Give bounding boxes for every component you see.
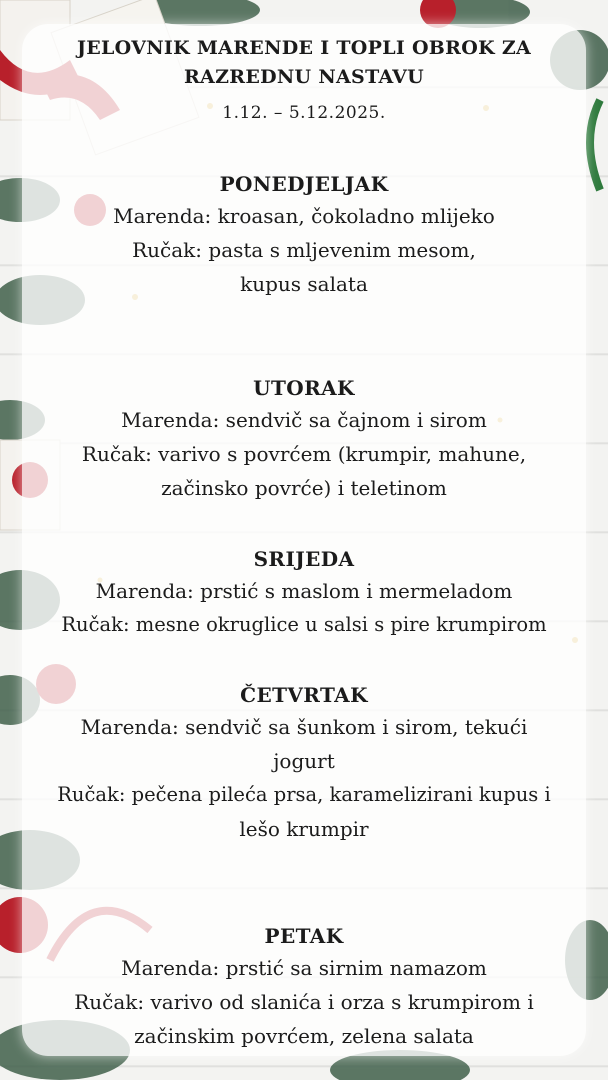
menu-line: jogurt [273,749,335,773]
menu-line: lešo krumpir [239,817,369,841]
title-line-1: JELOVNIK MARENDE I TOPLI OBROK ZA [76,37,532,59]
menu-line: Marenda: prstić sa sirnim namazom [121,956,487,980]
menu-line: Ručak: pečena pileća prsa, karamelizirani kupus i [57,783,551,806]
day-tuesday [22,373,586,505]
date-range: 1.12. – 5.12.2025. [222,103,386,123]
menu-line: Ručak: varivo s povrćem (krumpir, mahune, [81,442,527,466]
menu-line: Marenda: sendvič sa čajnom i sirom [121,408,487,432]
day-name: PONEDJELJAK [219,172,389,196]
menu-line: kupus salata [240,272,368,296]
day-name: PETAK [264,924,344,948]
menu-line: začinskim povrćem, zelena salata [134,1024,474,1048]
menu-line: Marenda: sendvič sa šunkom i sirom, tekući [80,715,528,739]
menu-title [22,34,586,92]
menu-content [22,24,586,1056]
day-wednesday [22,544,586,642]
menu-line: Ručak: mesne okruglice u salsi s pire krumpirom [61,613,547,636]
menu-line: Ručak: varivo od slanića i orza s krumpirom i [74,990,534,1014]
menu-line: Ručak: pasta s mljevenim mesom, [132,238,476,262]
day-thursday [22,680,586,846]
menu-line: Marenda: kroasan, čokoladno mlijeko [113,204,495,228]
menu-line: začinsko povrće) i teletinom [161,476,447,500]
day-monday [22,169,586,301]
day-name: ČETVRTAK [240,683,368,707]
title-line-2: RAZREDNU NASTAVU [183,66,425,88]
day-name: SRIJEDA [253,547,355,571]
day-friday [22,921,586,1053]
day-name: UTORAK [253,376,355,400]
menu-line: Marenda: prstić s maslom i mermeladom [95,579,513,603]
